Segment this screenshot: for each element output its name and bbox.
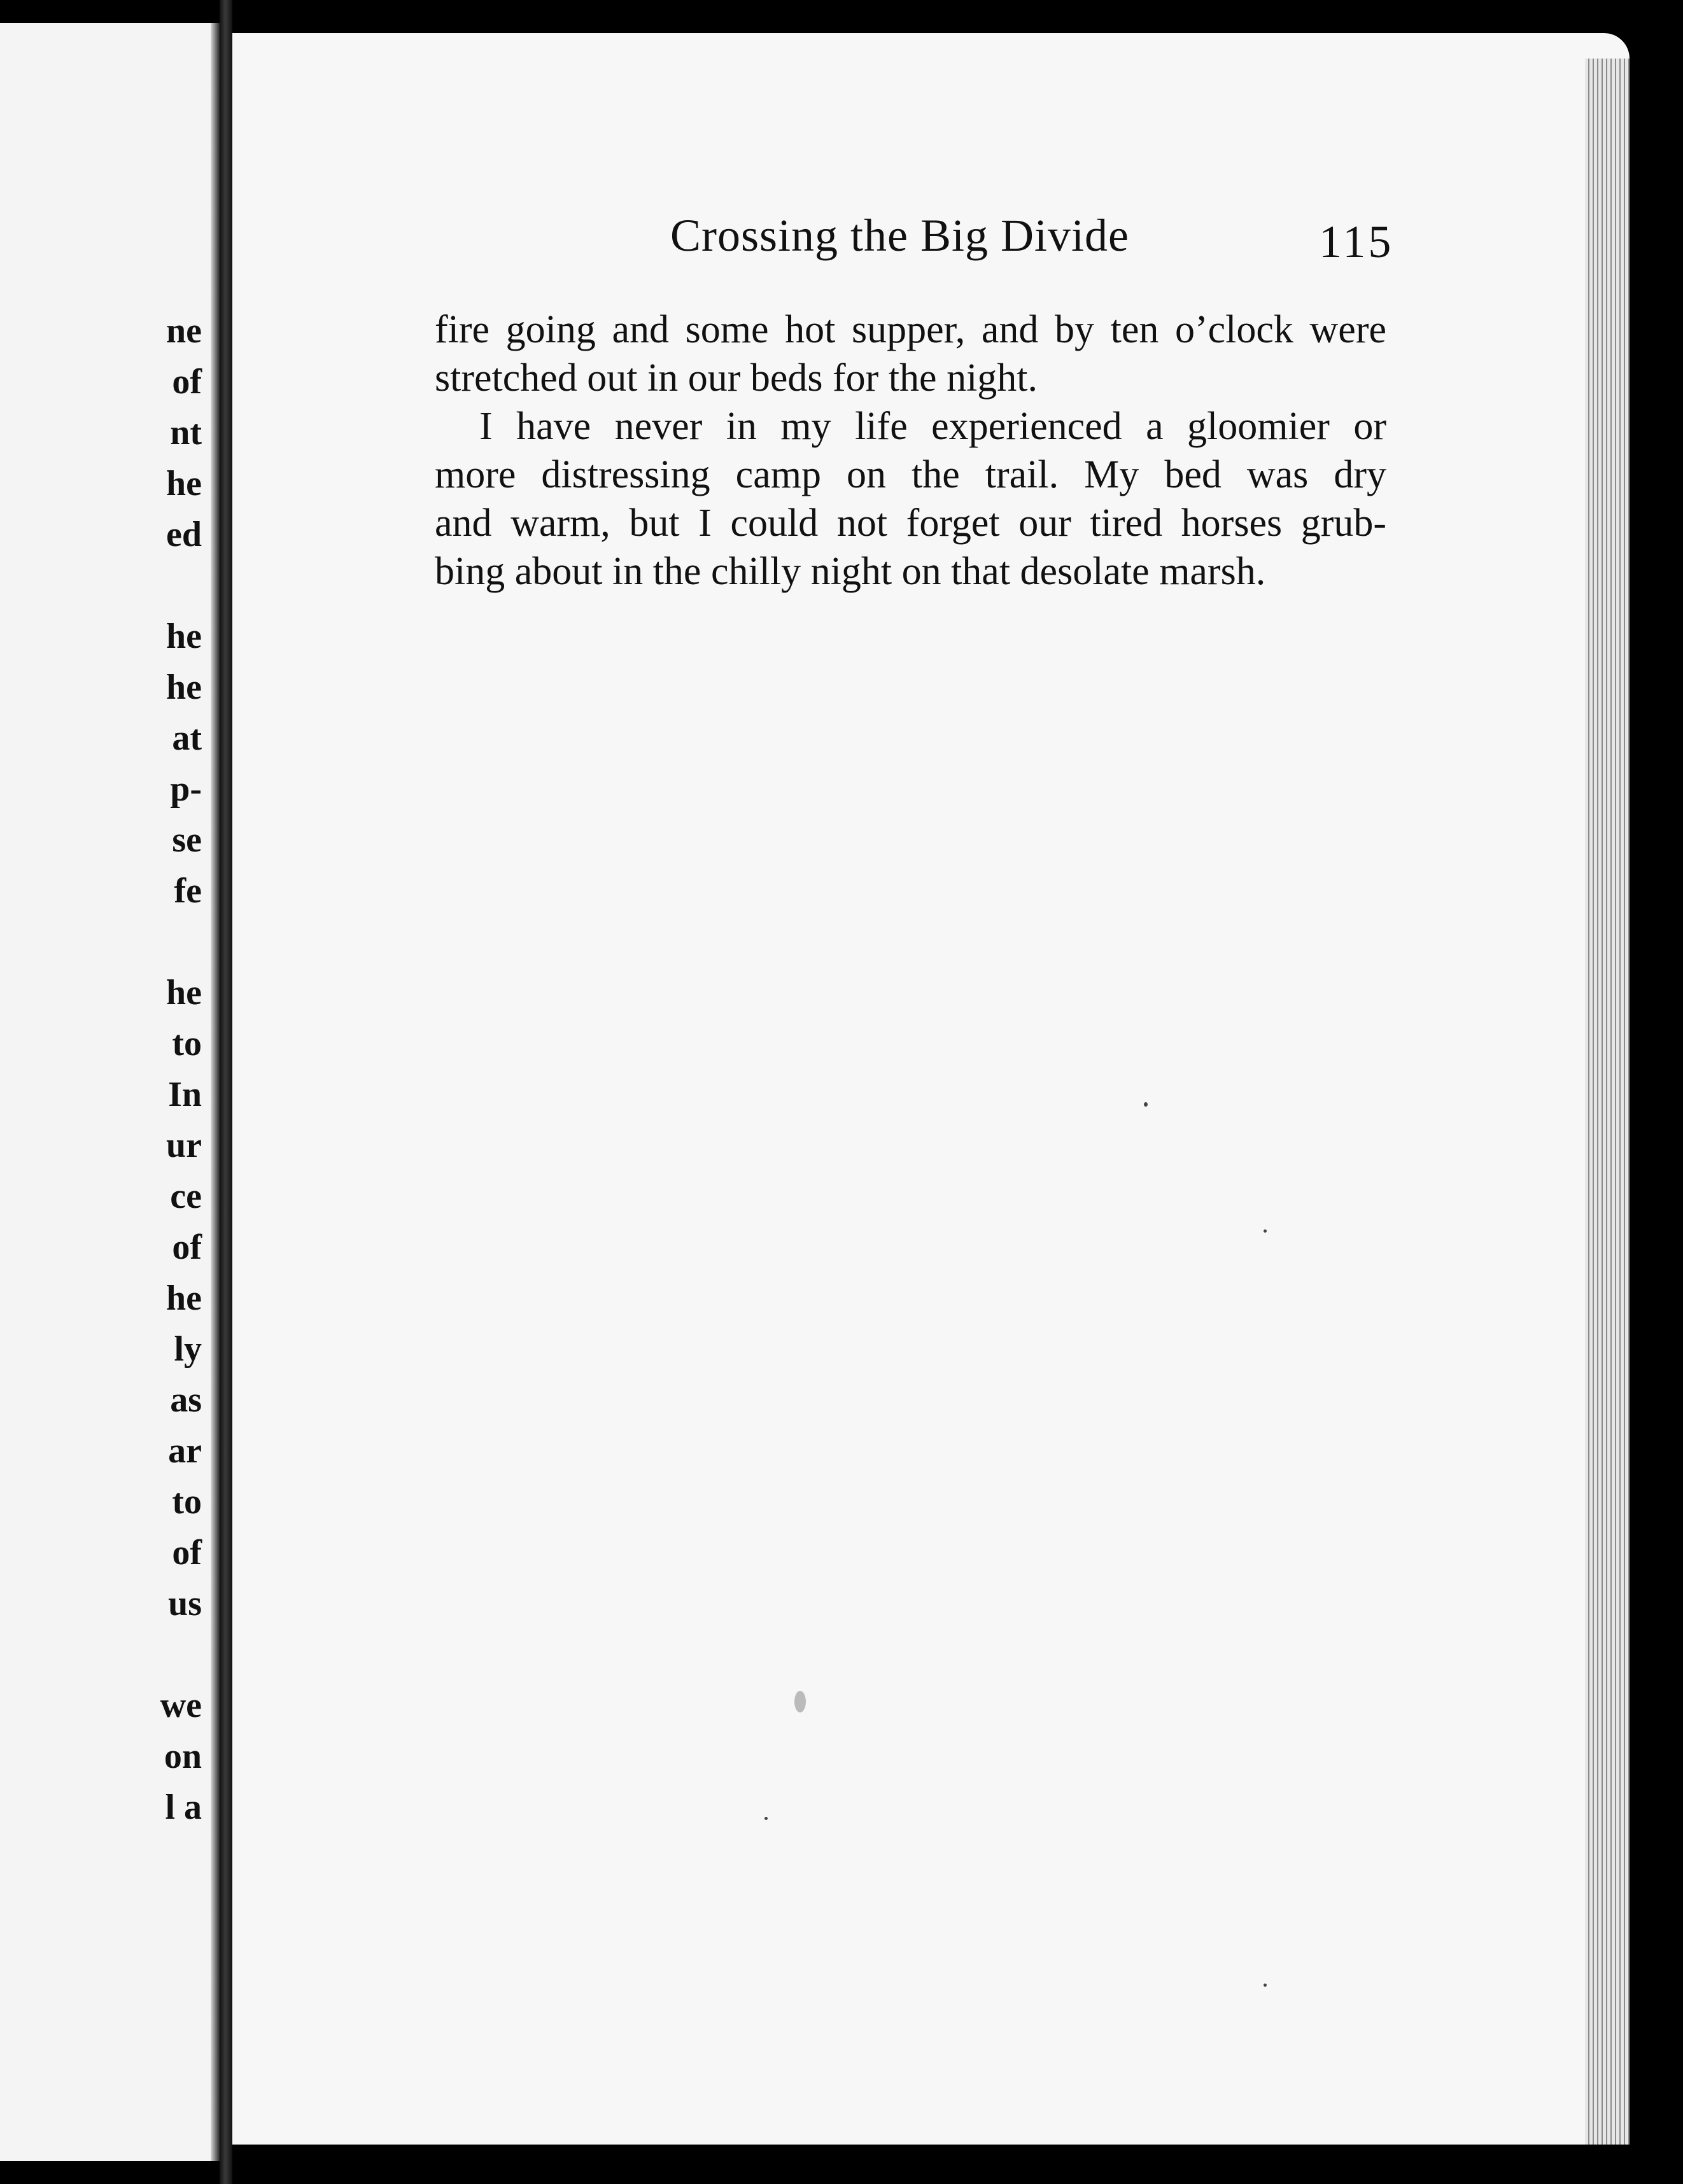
- page-number: 115: [1319, 216, 1394, 267]
- left-line-fragment: he: [166, 464, 202, 503]
- left-line-fragment: of: [172, 1228, 202, 1267]
- scan-speck: [794, 1691, 806, 1712]
- left-line-fragment: ly: [174, 1329, 202, 1369]
- left-line-fragment: p-: [170, 769, 202, 809]
- running-head: Crossing the Big Divide: [670, 210, 1129, 261]
- left-line-fragment: to: [172, 1482, 202, 1522]
- left-line-fragment: ed: [166, 515, 202, 554]
- left-line-fragment: he: [166, 617, 202, 656]
- scan-speck: [1264, 1984, 1267, 1987]
- book-spine: [220, 0, 232, 2184]
- left-line-fragment: ce: [170, 1177, 202, 1216]
- left-line-fragment: us: [168, 1584, 202, 1623]
- left-line-fragment: ar: [168, 1431, 202, 1471]
- paragraph: [435, 402, 1386, 596]
- page-edge-fore-edge: [1585, 59, 1630, 2145]
- text-line: stretched out in our beds for the night.: [435, 356, 1038, 400]
- left-line-fragment: se: [172, 820, 202, 860]
- left-line-fragment: we: [160, 1686, 202, 1725]
- gutter-shadow: [211, 23, 220, 2161]
- left-line-fragment: l a: [165, 1788, 202, 1827]
- left-line-fragment: of: [172, 1533, 202, 1572]
- text-line: and warm, but I could not forget our tired horses grub-: [435, 501, 1386, 545]
- left-line-fragment: he: [166, 668, 202, 707]
- left-line-fragment: he: [166, 973, 202, 1012]
- left-line-fragment: ur: [166, 1126, 202, 1165]
- left-line-fragment: In: [168, 1075, 202, 1114]
- scan-speck: [1144, 1102, 1148, 1107]
- paragraph: [435, 305, 1386, 402]
- right-page: [232, 33, 1630, 2145]
- text-line: more distressing camp on the trail. My bed was dry: [435, 453, 1386, 496]
- left-line-fragment: he: [166, 1278, 202, 1318]
- left-line-fragment: ne: [166, 311, 202, 351]
- scan-speck: [1264, 1229, 1267, 1233]
- left-line-fragment: fe: [174, 871, 202, 911]
- left-line-fragment: to: [172, 1024, 202, 1063]
- text-line: fire going and some hot supper, and by ten o’clock were: [435, 308, 1386, 351]
- scan-speck: [764, 1817, 768, 1820]
- left-line-fragment: of: [172, 362, 202, 402]
- body-text: [435, 305, 1386, 596]
- text-line: bing about in the chilly night on that desolate marsh.: [435, 550, 1266, 593]
- left-line-fragment: nt: [170, 413, 202, 452]
- left-line-fragment: as: [170, 1380, 202, 1420]
- left-line-fragment: at: [172, 718, 202, 758]
- left-page-fragment: [0, 23, 220, 2161]
- text-line: I have never in my life experienced a gloomier or: [479, 405, 1386, 448]
- left-line-fragment: on: [164, 1737, 202, 1776]
